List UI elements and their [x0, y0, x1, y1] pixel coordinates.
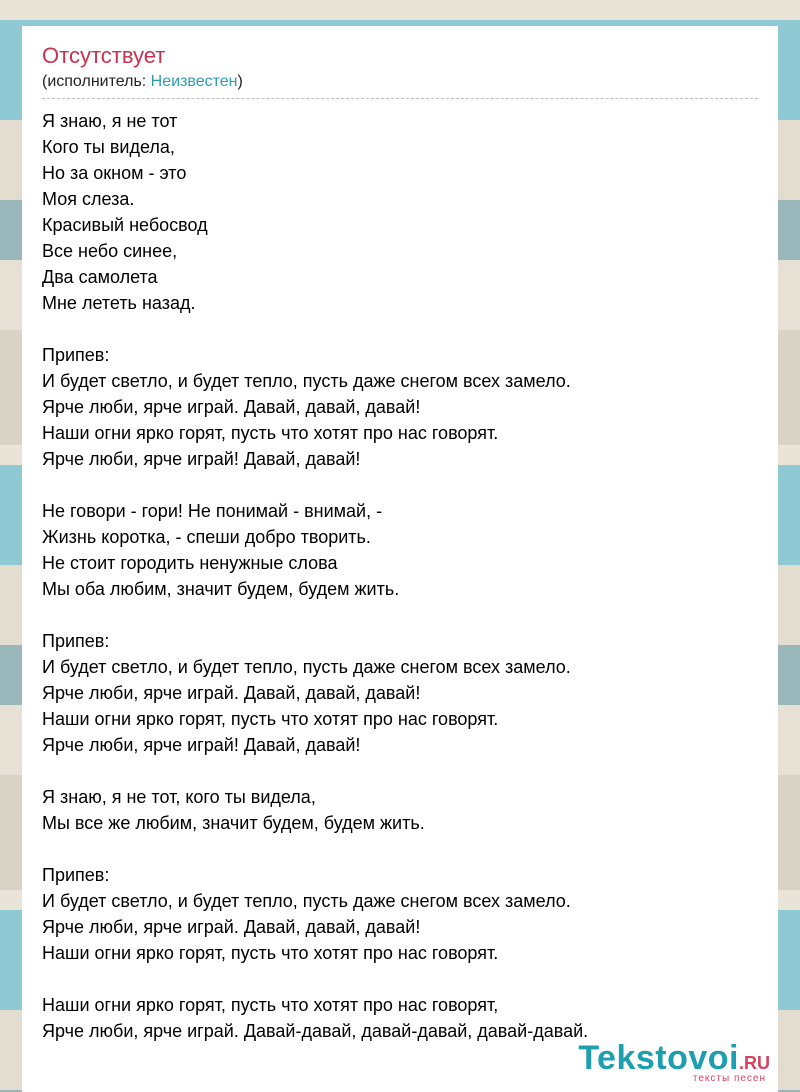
lyric-line: Мы все же любим, значит будем, будем жить. [42, 813, 425, 833]
lyric-line: Я знаю, я не тот, кого ты видела, [42, 787, 316, 807]
lyric-line: Припев: [42, 345, 110, 365]
lyric-line: Все небо синее, [42, 241, 178, 261]
lyric-line: Кого ты видела, [42, 137, 175, 157]
lyric-line: Наши огни ярко горят, пусть что хотят про нас говорят. [42, 423, 499, 443]
lyric-line: Мы оба любим, значит будем, будем жить. [42, 579, 400, 599]
lyric-line: Ярче люби, ярче играй! Давай, давай! [42, 735, 361, 755]
lyric-line: И будет светло, и будет тепло, пусть даже снегом всех замело. [42, 657, 571, 677]
stanza [42, 342, 758, 472]
artist-line [42, 72, 758, 92]
lyric-line: Припев: [42, 631, 110, 651]
lyrics-card [22, 26, 778, 1092]
logo-tagline: тексты песен [692, 1073, 766, 1084]
stanza [42, 108, 758, 316]
lyric-line: Ярче люби, ярче играй! Давай, давай! [42, 449, 361, 469]
lyric-line: Ярче люби, ярче играй. Давай, давай, давай! [42, 917, 421, 937]
lyric-line: И будет светло, и будет тепло, пусть даже снегом всех замело. [42, 371, 571, 391]
lyric-line: Не говори - гори! Не понимай - внимай, - [42, 501, 383, 521]
lyric-line: Моя слеза. [42, 189, 135, 209]
lyric-line: Наши огни ярко горят, пусть что хотят про нас говорят. [42, 709, 499, 729]
lyric-line: Но за окном - это [42, 163, 187, 183]
logo-brand: Tekstovoi [578, 1039, 739, 1077]
logo-tld: .RU [739, 1053, 770, 1073]
artist-suffix: ) [237, 73, 243, 90]
lyric-line: Ярче люби, ярче играй. Давай, давай, давай! [42, 397, 421, 417]
site-logo [578, 1041, 770, 1084]
lyric-line: Ярче люби, ярче играй. Давай, давай, давай! [42, 683, 421, 703]
stanza [42, 992, 758, 1044]
lyric-line: И будет светло, и будет тепло, пусть даже снегом всех замело. [42, 891, 571, 911]
stanza [42, 862, 758, 966]
lyric-line: Ярче люби, ярче играй. Давай-давай, давай-давай, давай-давай. [42, 1021, 589, 1041]
stanza [42, 784, 758, 836]
lyric-line: Припев: [42, 865, 110, 885]
stanza [42, 498, 758, 602]
lyric-line: Мне лететь назад. [42, 293, 196, 313]
song-title: Отсутствует [42, 43, 166, 68]
stanza [42, 628, 758, 758]
artist-link[interactable]: Неизвестен [150, 73, 238, 90]
lyric-line: Наши огни ярко горят, пусть что хотят про нас говорят, [42, 995, 499, 1015]
lyric-line: Я знаю, я не тот [42, 111, 178, 131]
divider [42, 98, 758, 99]
artist-prefix: (исполнитель: [42, 73, 151, 90]
lyric-line: Два самолета [42, 267, 158, 287]
lyric-line: Жизнь коротка, - спеши добро творить. [42, 527, 371, 547]
lyric-line: Наши огни ярко горят, пусть что хотят про нас говорят. [42, 943, 499, 963]
lyrics-body [42, 108, 758, 1044]
lyric-line: Красивый небосвод [42, 215, 208, 235]
lyric-line: Не стоит городить ненужные слова [42, 553, 338, 573]
